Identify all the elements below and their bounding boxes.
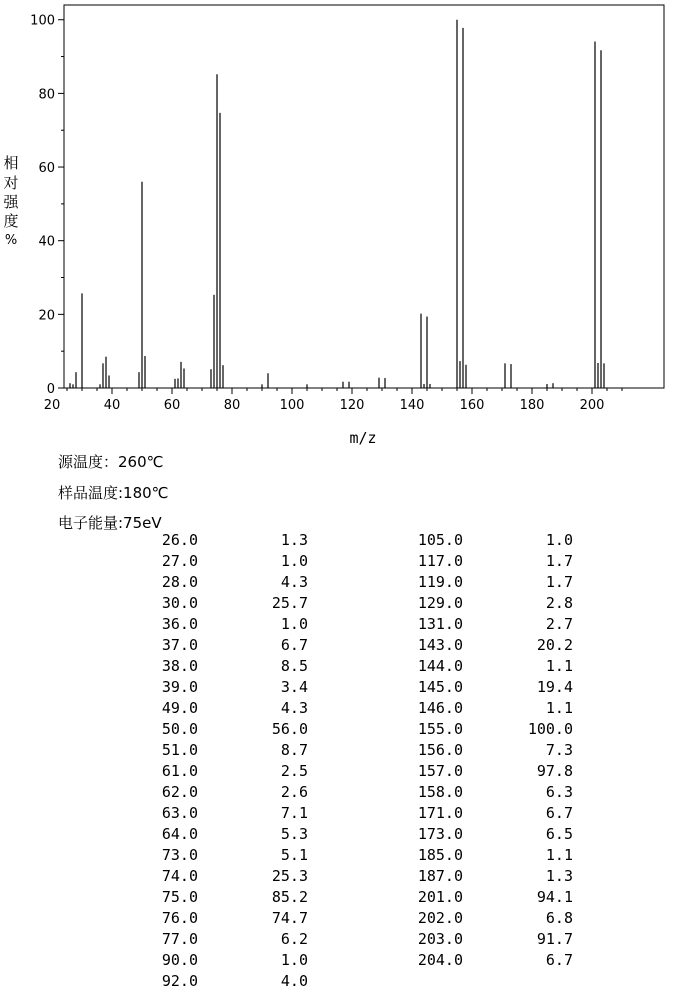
table-row xyxy=(140,614,308,635)
mz-value: 145.0 xyxy=(417,678,463,696)
table-row xyxy=(405,530,573,551)
mz-value: 143.0 xyxy=(417,636,463,654)
table-row xyxy=(405,740,573,761)
chart-tick-labels xyxy=(30,14,604,413)
abundance-value: 56.0 xyxy=(271,720,308,738)
x-axis-label: m/z xyxy=(349,429,377,447)
table-row xyxy=(405,614,573,635)
table-row xyxy=(140,530,308,551)
table-row xyxy=(140,887,308,908)
mz-value: 158.0 xyxy=(417,783,463,801)
table-row xyxy=(140,572,308,593)
mz-value: 203.0 xyxy=(417,930,463,948)
table-row xyxy=(140,908,308,929)
sample-temperature: 样品温度:180℃ xyxy=(58,484,169,502)
y-tick-label: 100 xyxy=(30,13,55,29)
mz-value: 187.0 xyxy=(417,867,463,885)
mz-value: 30.0 xyxy=(161,594,198,612)
electron-energy: 电子能量:75eV xyxy=(58,514,162,532)
table-row xyxy=(405,593,573,614)
y-tick-label: 60 xyxy=(38,161,55,177)
y-tick-label: 0 xyxy=(46,382,55,397)
chart-peaks xyxy=(70,20,604,388)
mz-value: 75.0 xyxy=(161,888,198,906)
mz-value: 157.0 xyxy=(417,762,463,780)
table-row xyxy=(405,677,573,698)
abundance-value: 1.7 xyxy=(545,573,573,591)
abundance-value: 6.7 xyxy=(545,951,573,969)
mz-value: 185.0 xyxy=(417,846,463,864)
mz-value: 173.0 xyxy=(417,825,463,843)
x-tick-label: 40 xyxy=(103,398,121,413)
x-tick-label: 20 xyxy=(43,398,61,413)
abundance-value: 4.3 xyxy=(280,699,308,717)
table-row xyxy=(405,929,573,950)
table-row xyxy=(405,803,573,824)
mz-value: 63.0 xyxy=(161,804,198,822)
mz-value: 92.0 xyxy=(161,972,198,990)
abundance-value: 7.1 xyxy=(280,804,308,822)
table-row xyxy=(405,635,573,656)
source-temperature: 源温度：260℃ xyxy=(58,453,164,471)
abundance-value: 1.3 xyxy=(545,867,573,885)
abundance-value: 20.2 xyxy=(536,636,573,654)
table-row xyxy=(405,761,573,782)
table-row xyxy=(140,929,308,950)
abundance-value: 1.7 xyxy=(545,552,573,570)
abundance-value: 2.8 xyxy=(545,594,573,612)
table-row xyxy=(405,887,573,908)
table-row xyxy=(405,866,573,887)
abundance-value: 5.3 xyxy=(280,825,308,843)
table-row xyxy=(140,719,308,740)
mz-value: 119.0 xyxy=(417,573,463,591)
table-row xyxy=(405,824,573,845)
x-tick-label: 160 xyxy=(459,398,485,413)
abundance-value: 19.4 xyxy=(536,678,573,696)
abundance-value: 6.7 xyxy=(280,636,308,654)
table-row xyxy=(140,656,308,677)
table-row xyxy=(405,782,573,803)
mass-spectrum-chart xyxy=(0,0,680,450)
abundance-value: 1.0 xyxy=(280,951,308,969)
y-axis-label-char: 度 xyxy=(3,212,19,230)
mz-value: 28.0 xyxy=(161,573,198,591)
peak-table-right xyxy=(405,530,573,971)
x-tick-label: 180 xyxy=(519,398,545,413)
table-row xyxy=(140,761,308,782)
abundance-value: 7.3 xyxy=(545,741,573,759)
abundance-value: 100.0 xyxy=(527,720,573,738)
abundance-value: 4.3 xyxy=(280,573,308,591)
mz-value: 61.0 xyxy=(161,762,198,780)
plot-frame xyxy=(64,5,664,388)
abundance-value: 5.1 xyxy=(280,846,308,864)
mz-value: 204.0 xyxy=(417,951,463,969)
mz-value: 36.0 xyxy=(161,615,198,633)
mz-value: 146.0 xyxy=(417,699,463,717)
mz-value: 156.0 xyxy=(417,741,463,759)
mz-value: 38.0 xyxy=(161,657,198,675)
abundance-value: 6.7 xyxy=(545,804,573,822)
mz-value: 144.0 xyxy=(417,657,463,675)
abundance-value: 3.4 xyxy=(280,678,308,696)
mz-value: 64.0 xyxy=(161,825,198,843)
y-axis-label-char: 对 xyxy=(3,174,19,192)
abundance-value: 94.1 xyxy=(536,888,573,906)
x-tick-label: 60 xyxy=(163,398,181,413)
abundance-value: 1.1 xyxy=(545,699,573,717)
mz-value: 155.0 xyxy=(417,720,463,738)
x-tick-label: 120 xyxy=(339,398,365,413)
abundance-value: 2.6 xyxy=(280,783,308,801)
table-row xyxy=(405,719,573,740)
table-row xyxy=(405,656,573,677)
mz-value: 74.0 xyxy=(161,867,198,885)
table-row xyxy=(405,551,573,572)
abundance-value: 1.0 xyxy=(280,615,308,633)
table-row xyxy=(140,845,308,866)
table-row xyxy=(405,572,573,593)
abundance-value: 91.7 xyxy=(536,930,573,948)
chart-axes xyxy=(58,5,664,394)
abundance-value: 6.2 xyxy=(280,930,308,948)
abundance-value: 2.5 xyxy=(280,762,308,780)
abundance-value: 97.8 xyxy=(536,762,573,780)
mz-value: 73.0 xyxy=(161,846,198,864)
abundance-value: 6.5 xyxy=(545,825,573,843)
abundance-value: 2.7 xyxy=(545,615,573,633)
y-tick-label: 80 xyxy=(38,87,55,103)
y-tick-label: 40 xyxy=(38,234,55,250)
mz-value: 117.0 xyxy=(417,552,463,570)
abundance-value: 1.0 xyxy=(545,531,573,549)
table-row xyxy=(140,593,308,614)
mz-value: 201.0 xyxy=(417,888,463,906)
table-row xyxy=(140,824,308,845)
abundance-value: 1.1 xyxy=(545,846,573,864)
abundance-value: 25.3 xyxy=(271,867,308,885)
mz-value: 171.0 xyxy=(417,804,463,822)
mz-value: 49.0 xyxy=(161,699,198,717)
table-row xyxy=(140,803,308,824)
mz-value: 90.0 xyxy=(161,951,198,969)
mz-value: 202.0 xyxy=(417,909,463,927)
table-row xyxy=(140,551,308,572)
x-tick-label: 200 xyxy=(579,398,605,413)
table-row xyxy=(405,908,573,929)
y-axis-label-char: % xyxy=(4,233,18,248)
mz-value: 129.0 xyxy=(417,594,463,612)
mz-value: 51.0 xyxy=(161,741,198,759)
x-tick-label: 140 xyxy=(399,398,425,413)
mz-value: 62.0 xyxy=(161,783,198,801)
abundance-value: 1.1 xyxy=(545,657,573,675)
mz-value: 131.0 xyxy=(417,615,463,633)
table-row xyxy=(140,677,308,698)
table-row xyxy=(405,950,573,971)
abundance-value: 4.0 xyxy=(280,972,308,990)
table-row xyxy=(140,782,308,803)
y-axis-label-char: 相 xyxy=(3,154,19,172)
table-row xyxy=(140,698,308,719)
x-tick-label: 80 xyxy=(223,398,241,413)
peak-table-left xyxy=(140,530,308,992)
y-tick-label: 20 xyxy=(38,308,55,324)
abundance-value: 1.0 xyxy=(280,552,308,570)
mz-value: 27.0 xyxy=(161,552,198,570)
abundance-value: 25.7 xyxy=(271,594,308,612)
abundance-value: 74.7 xyxy=(271,909,308,927)
x-tick-label: 100 xyxy=(279,398,305,413)
table-row xyxy=(140,866,308,887)
mz-value: 26.0 xyxy=(161,531,198,549)
table-row xyxy=(405,698,573,719)
abundance-value: 6.3 xyxy=(545,783,573,801)
table-row xyxy=(140,950,308,971)
y-axis-label-char: 强 xyxy=(3,193,19,211)
mz-value: 37.0 xyxy=(161,636,198,654)
mz-value: 50.0 xyxy=(161,720,198,738)
abundance-value: 85.2 xyxy=(271,888,308,906)
abundance-value: 8.7 xyxy=(280,741,308,759)
table-row xyxy=(140,740,308,761)
table-row xyxy=(405,845,573,866)
mz-value: 105.0 xyxy=(417,531,463,549)
table-row xyxy=(140,971,308,992)
mz-value: 77.0 xyxy=(161,930,198,948)
abundance-value: 8.5 xyxy=(280,657,308,675)
abundance-value: 6.8 xyxy=(545,909,573,927)
abundance-value: 1.3 xyxy=(280,531,308,549)
mz-value: 76.0 xyxy=(161,909,198,927)
table-row xyxy=(140,635,308,656)
mz-value: 39.0 xyxy=(161,678,198,696)
